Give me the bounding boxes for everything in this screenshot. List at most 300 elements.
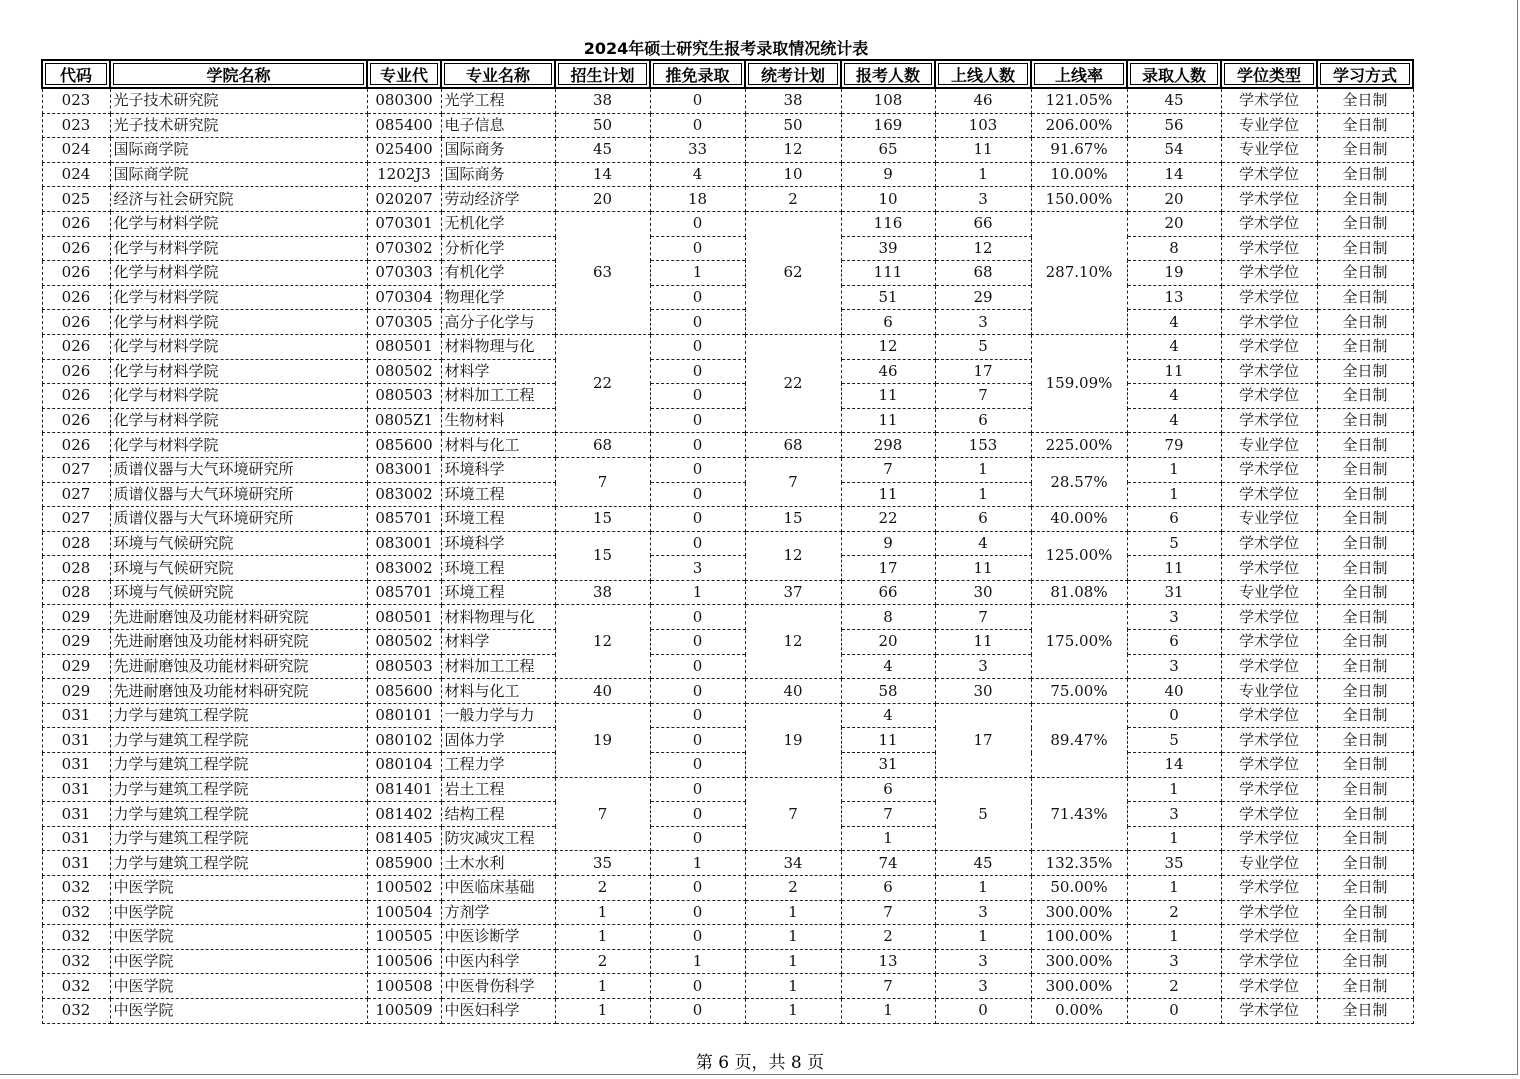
cell-degree: 学术学位: [1221, 753, 1317, 778]
cell-degree: 学术学位: [1221, 187, 1317, 212]
cell-major: 电子信息: [441, 113, 555, 138]
cell-code: 029: [42, 605, 110, 630]
cell-passed: 30: [935, 679, 1031, 704]
table-row: [42, 162, 1413, 187]
table-row: [42, 433, 1413, 458]
cell-major: 中医骨伤科学: [441, 974, 555, 999]
cell-tuimian: 0: [650, 679, 745, 704]
cell-plan: 7: [555, 777, 650, 851]
cell-mode: 全日制: [1317, 433, 1413, 458]
cell-major: 一般力学与力: [441, 703, 555, 728]
cell-plan: 1: [555, 925, 650, 950]
cell-degree: 专业学位: [1221, 433, 1317, 458]
cell-college: 化学与材料学院: [110, 211, 367, 236]
cell-major: 生物材料: [441, 408, 555, 433]
table-row: [42, 580, 1413, 605]
header-passed: 上线人数: [935, 60, 1031, 88]
cell-plan: 12: [555, 605, 650, 679]
cell-degree: 学术学位: [1221, 482, 1317, 507]
cell-mode: 全日制: [1317, 777, 1413, 802]
cell-college: 化学与材料学院: [110, 359, 367, 384]
cell-tuimian: 0: [650, 728, 745, 753]
cell-applicants: 20: [841, 630, 935, 655]
cell-major: 环境科学: [441, 457, 555, 482]
cell-degree: 学术学位: [1221, 949, 1317, 974]
cell-admitted: 35: [1127, 851, 1221, 876]
cell-major-code: 081405: [367, 826, 441, 851]
cell-code: 026: [42, 359, 110, 384]
cell-major-code: 081401: [367, 777, 441, 802]
cell-passed: 46: [935, 88, 1031, 113]
cell-pass-rate: 206.00%: [1031, 113, 1127, 138]
cell-pass-rate: 50.00%: [1031, 876, 1127, 901]
cell-plan: 50: [555, 113, 650, 138]
cell-pass-rate: 159.09%: [1031, 334, 1127, 432]
cell-code: 027: [42, 482, 110, 507]
cell-tongkao: 34: [745, 851, 841, 876]
cell-passed: 153: [935, 433, 1031, 458]
cell-code: 029: [42, 654, 110, 679]
cell-tuimian: 0: [650, 925, 745, 950]
cell-applicants: 7: [841, 457, 935, 482]
cell-admitted: 3: [1127, 605, 1221, 630]
cell-applicants: 9: [841, 162, 935, 187]
cell-mode: 全日制: [1317, 728, 1413, 753]
cell-degree: 学术学位: [1221, 88, 1317, 113]
cell-tongkao: 2: [745, 187, 841, 212]
cell-admitted: 6: [1127, 630, 1221, 655]
cell-code: 031: [42, 753, 110, 778]
table-row: [42, 974, 1413, 999]
cell-major-code: 083001: [367, 531, 441, 556]
cell-major-code: 080502: [367, 359, 441, 384]
table-row: [42, 236, 1413, 261]
cell-mode: 全日制: [1317, 605, 1413, 630]
table-row: [42, 556, 1413, 581]
cell-tuimian: 1: [650, 261, 745, 286]
cell-code: 026: [42, 334, 110, 359]
cell-admitted: 1: [1127, 482, 1221, 507]
cell-code: 026: [42, 310, 110, 335]
cell-degree: 学术学位: [1221, 925, 1317, 950]
header-code: 代码: [42, 60, 110, 88]
cell-plan: 7: [555, 457, 650, 506]
cell-tuimian: 0: [650, 703, 745, 728]
cell-tuimian: 1: [650, 949, 745, 974]
cell-tuimian: 0: [650, 113, 745, 138]
cell-degree: 学术学位: [1221, 261, 1317, 286]
cell-major-code: 085900: [367, 851, 441, 876]
table-row: [42, 285, 1413, 310]
cell-college: 中医学院: [110, 998, 367, 1023]
cell-major-code: 1202J3: [367, 162, 441, 187]
cell-tuimian: 0: [650, 630, 745, 655]
cell-tuimian: 18: [650, 187, 745, 212]
cell-major: 材料与化工: [441, 433, 555, 458]
cell-mode: 全日制: [1317, 236, 1413, 261]
cell-code: 026: [42, 433, 110, 458]
cell-pass-rate: 121.05%: [1031, 88, 1127, 113]
table-row: [42, 507, 1413, 532]
cell-applicants: 66: [841, 580, 935, 605]
cell-mode: 全日制: [1317, 630, 1413, 655]
cell-tongkao: 12: [745, 605, 841, 679]
cell-tuimian: 0: [650, 408, 745, 433]
cell-passed: 6: [935, 507, 1031, 532]
cell-code: 027: [42, 507, 110, 532]
cell-applicants: 11: [841, 384, 935, 409]
cell-admitted: 79: [1127, 433, 1221, 458]
cell-admitted: 4: [1127, 384, 1221, 409]
cell-pass-rate: 300.00%: [1031, 974, 1127, 999]
cell-major: 材料与化工: [441, 679, 555, 704]
cell-mode: 全日制: [1317, 211, 1413, 236]
cell-passed: 6: [935, 408, 1031, 433]
cell-degree: 学术学位: [1221, 654, 1317, 679]
header-applicants: 报考人数: [841, 60, 935, 88]
cell-tuimian: 0: [650, 826, 745, 851]
cell-mode: 全日制: [1317, 88, 1413, 113]
cell-plan: 1: [555, 998, 650, 1023]
cell-code: 026: [42, 261, 110, 286]
cell-plan: 40: [555, 679, 650, 704]
cell-applicants: 46: [841, 359, 935, 384]
cell-major: 环境科学: [441, 531, 555, 556]
cell-admitted: 6: [1127, 507, 1221, 532]
cell-applicants: 11: [841, 408, 935, 433]
cell-applicants: 6: [841, 310, 935, 335]
cell-college: 力学与建筑工程学院: [110, 777, 367, 802]
cell-major: 物理化学: [441, 285, 555, 310]
cell-applicants: 6: [841, 876, 935, 901]
cell-tuimian: 0: [650, 334, 745, 359]
cell-degree: 专业学位: [1221, 851, 1317, 876]
cell-tongkao: 1: [745, 900, 841, 925]
cell-passed: 5: [935, 334, 1031, 359]
cell-code: 029: [42, 630, 110, 655]
cell-major-code: 080101: [367, 703, 441, 728]
cell-degree: 学术学位: [1221, 310, 1317, 335]
cell-admitted: 11: [1127, 359, 1221, 384]
cell-major-code: 080501: [367, 605, 441, 630]
cell-pass-rate: 0.00%: [1031, 998, 1127, 1023]
cell-code: 031: [42, 851, 110, 876]
cell-major: 高分子化学与: [441, 310, 555, 335]
cell-plan: 35: [555, 851, 650, 876]
table-row: [42, 728, 1413, 753]
cell-major: 固体力学: [441, 728, 555, 753]
cell-applicants: 2: [841, 925, 935, 950]
table-row: [42, 900, 1413, 925]
cell-tongkao: 1: [745, 949, 841, 974]
cell-major: 防灾减灾工程: [441, 826, 555, 851]
cell-tuimian: 0: [650, 605, 745, 630]
cell-code: 029: [42, 679, 110, 704]
cell-admitted: 2: [1127, 900, 1221, 925]
cell-passed: 7: [935, 384, 1031, 409]
cell-admitted: 8: [1127, 236, 1221, 261]
cell-mode: 全日制: [1317, 162, 1413, 187]
page-footer: 第 6 页，共 8 页: [695, 1053, 825, 1073]
cell-tongkao: 62: [745, 211, 841, 334]
cell-tongkao: 50: [745, 113, 841, 138]
cell-degree: 学术学位: [1221, 826, 1317, 851]
cell-applicants: 11: [841, 728, 935, 753]
cell-code: 031: [42, 802, 110, 827]
cell-code: 032: [42, 998, 110, 1023]
cell-major: 材料物理与化: [441, 334, 555, 359]
cell-tuimian: 0: [650, 876, 745, 901]
cell-major-code: 100504: [367, 900, 441, 925]
cell-degree: 学术学位: [1221, 531, 1317, 556]
cell-major-code: 070301: [367, 211, 441, 236]
cell-college: 中医学院: [110, 974, 367, 999]
table-row: [42, 679, 1413, 704]
cell-major: 工程力学: [441, 753, 555, 778]
table-body: [42, 88, 1413, 1023]
cell-degree: 学术学位: [1221, 162, 1317, 187]
cell-applicants: 9: [841, 531, 935, 556]
cell-plan: 45: [555, 138, 650, 163]
cell-applicants: 7: [841, 974, 935, 999]
header-pass-rate: 上线率: [1031, 60, 1127, 88]
cell-admitted: 0: [1127, 703, 1221, 728]
cell-tongkao: 22: [745, 334, 841, 432]
cell-mode: 全日制: [1317, 113, 1413, 138]
cell-tuimian: 0: [650, 654, 745, 679]
table-row: [42, 261, 1413, 286]
cell-admitted: 4: [1127, 408, 1221, 433]
cell-college: 力学与建筑工程学院: [110, 753, 367, 778]
header-plan: 招生计划: [555, 60, 650, 88]
cell-degree: 学术学位: [1221, 285, 1317, 310]
cell-degree: 学术学位: [1221, 900, 1317, 925]
cell-degree: 学术学位: [1221, 728, 1317, 753]
cell-degree: 学术学位: [1221, 384, 1317, 409]
cell-major: 材料加工工程: [441, 384, 555, 409]
cell-applicants: 116: [841, 211, 935, 236]
cell-major: 土木水利: [441, 851, 555, 876]
cell-passed: 1: [935, 162, 1031, 187]
cell-applicants: 108: [841, 88, 935, 113]
cell-mode: 全日制: [1317, 359, 1413, 384]
table-row: [42, 211, 1413, 236]
cell-pass-rate: 175.00%: [1031, 605, 1127, 679]
cell-code: 023: [42, 113, 110, 138]
cell-college: 先进耐磨蚀及功能材料研究院: [110, 605, 367, 630]
header-mode: 学习方式: [1317, 60, 1413, 88]
cell-tuimian: 0: [650, 753, 745, 778]
cell-pass-rate: 81.08%: [1031, 580, 1127, 605]
cell-degree: 学术学位: [1221, 802, 1317, 827]
cell-degree: 学术学位: [1221, 974, 1317, 999]
table-row: [42, 334, 1413, 359]
cell-pass-rate: 300.00%: [1031, 949, 1127, 974]
cell-mode: 全日制: [1317, 384, 1413, 409]
cell-applicants: 7: [841, 900, 935, 925]
cell-major-code: 085600: [367, 679, 441, 704]
cell-admitted: 31: [1127, 580, 1221, 605]
cell-plan: 68: [555, 433, 650, 458]
cell-plan: 38: [555, 580, 650, 605]
table-row: [42, 949, 1413, 974]
table-row: [42, 457, 1413, 482]
cell-major-code: 085701: [367, 507, 441, 532]
cell-major: 材料加工工程: [441, 654, 555, 679]
cell-code: 025: [42, 187, 110, 212]
cell-applicants: 58: [841, 679, 935, 704]
cell-major: 材料学: [441, 630, 555, 655]
page-title: 2024年硕士研究生报考录取情况统计表: [583, 39, 869, 58]
cell-passed: 30: [935, 580, 1031, 605]
cell-admitted: 4: [1127, 310, 1221, 335]
cell-major-code: 085400: [367, 113, 441, 138]
cell-mode: 全日制: [1317, 580, 1413, 605]
cell-degree: 学术学位: [1221, 408, 1317, 433]
cell-college: 国际商学院: [110, 138, 367, 163]
table-row: [42, 113, 1413, 138]
cell-code: 031: [42, 703, 110, 728]
cell-tuimian: 4: [650, 162, 745, 187]
cell-tuimian: 0: [650, 531, 745, 556]
cell-tongkao: 68: [745, 433, 841, 458]
cell-applicants: 12: [841, 334, 935, 359]
cell-mode: 全日制: [1317, 310, 1413, 335]
cell-degree: 学术学位: [1221, 334, 1317, 359]
table-row: [42, 359, 1413, 384]
cell-pass-rate: 300.00%: [1031, 900, 1127, 925]
cell-passed: 0: [935, 998, 1031, 1023]
cell-mode: 全日制: [1317, 753, 1413, 778]
cell-college: 力学与建筑工程学院: [110, 826, 367, 851]
cell-major: 劳动经济学: [441, 187, 555, 212]
cell-major: 中医诊断学: [441, 925, 555, 950]
cell-applicants: 13: [841, 949, 935, 974]
cell-plan: 22: [555, 334, 650, 432]
cell-pass-rate: 71.43%: [1031, 777, 1127, 851]
cell-major: 无机化学: [441, 211, 555, 236]
header-major: 专业名称: [441, 60, 555, 88]
cell-major-code: 080503: [367, 384, 441, 409]
table-row: [42, 777, 1413, 802]
table-row: [42, 802, 1413, 827]
table-row: [42, 826, 1413, 851]
cell-tuimian: 0: [650, 974, 745, 999]
cell-mode: 全日制: [1317, 900, 1413, 925]
cell-major-code: 070302: [367, 236, 441, 261]
cell-major: 光学工程: [441, 88, 555, 113]
table-row: [42, 851, 1413, 876]
cell-major: 中医妇科学: [441, 998, 555, 1023]
cell-passed: 11: [935, 556, 1031, 581]
cell-major: 环境工程: [441, 482, 555, 507]
cell-degree: 学术学位: [1221, 556, 1317, 581]
cell-plan: 2: [555, 949, 650, 974]
cell-mode: 全日制: [1317, 802, 1413, 827]
cell-major-code: 080104: [367, 753, 441, 778]
cell-applicants: 298: [841, 433, 935, 458]
cell-tongkao: 12: [745, 531, 841, 580]
cell-applicants: 51: [841, 285, 935, 310]
cell-plan: 38: [555, 88, 650, 113]
cell-code: 024: [42, 162, 110, 187]
cell-admitted: 54: [1127, 138, 1221, 163]
cell-mode: 全日制: [1317, 998, 1413, 1023]
cell-degree: 学术学位: [1221, 876, 1317, 901]
cell-pass-rate: 28.57%: [1031, 457, 1127, 506]
cell-plan: 14: [555, 162, 650, 187]
cell-passed: 5: [935, 777, 1031, 851]
cell-major-code: 085701: [367, 580, 441, 605]
cell-college: 化学与材料学院: [110, 334, 367, 359]
cell-college: 中医学院: [110, 900, 367, 925]
cell-tongkao: 38: [745, 88, 841, 113]
cell-code: 032: [42, 900, 110, 925]
table-row: [42, 482, 1413, 507]
cell-passed: 11: [935, 138, 1031, 163]
cell-code: 032: [42, 949, 110, 974]
cell-passed: 45: [935, 851, 1031, 876]
table-row: [42, 925, 1413, 950]
cell-major-code: 080502: [367, 630, 441, 655]
cell-college: 先进耐磨蚀及功能材料研究院: [110, 679, 367, 704]
cell-degree: 专业学位: [1221, 113, 1317, 138]
cell-applicants: 7: [841, 802, 935, 827]
cell-college: 先进耐磨蚀及功能材料研究院: [110, 630, 367, 655]
cell-tongkao: 15: [745, 507, 841, 532]
cell-degree: 学术学位: [1221, 777, 1317, 802]
cell-tongkao: 19: [745, 703, 841, 777]
cell-college: 力学与建筑工程学院: [110, 703, 367, 728]
cell-pass-rate: 125.00%: [1031, 531, 1127, 580]
cell-tongkao: 40: [745, 679, 841, 704]
cell-mode: 全日制: [1317, 457, 1413, 482]
cell-tongkao: 1: [745, 925, 841, 950]
cell-college: 环境与气候研究院: [110, 580, 367, 605]
cell-degree: 学术学位: [1221, 630, 1317, 655]
table-row: [42, 605, 1413, 630]
cell-mode: 全日制: [1317, 408, 1413, 433]
cell-college: 中医学院: [110, 949, 367, 974]
cell-tuimian: 1: [650, 580, 745, 605]
cell-plan: 1: [555, 900, 650, 925]
cell-code: 031: [42, 777, 110, 802]
cell-major: 环境工程: [441, 580, 555, 605]
cell-degree: 专业学位: [1221, 507, 1317, 532]
cell-mode: 全日制: [1317, 531, 1413, 556]
cell-major: 环境工程: [441, 507, 555, 532]
cell-passed: 1: [935, 876, 1031, 901]
cell-college: 质谱仪器与大气环境研究所: [110, 507, 367, 532]
cell-major-code: 083002: [367, 482, 441, 507]
cell-passed: 3: [935, 949, 1031, 974]
cell-mode: 全日制: [1317, 138, 1413, 163]
table-row: [42, 408, 1413, 433]
cell-tuimian: 33: [650, 138, 745, 163]
cell-degree: 学术学位: [1221, 211, 1317, 236]
table-row: [42, 88, 1413, 113]
table-row: [42, 998, 1413, 1023]
cell-pass-rate: 91.67%: [1031, 138, 1127, 163]
table-row: [42, 531, 1413, 556]
cell-college: 中医学院: [110, 876, 367, 901]
cell-passed: 3: [935, 654, 1031, 679]
cell-admitted: 14: [1127, 753, 1221, 778]
table-row: [42, 876, 1413, 901]
cell-applicants: 65: [841, 138, 935, 163]
cell-degree: 学术学位: [1221, 703, 1317, 728]
cell-code: 026: [42, 408, 110, 433]
